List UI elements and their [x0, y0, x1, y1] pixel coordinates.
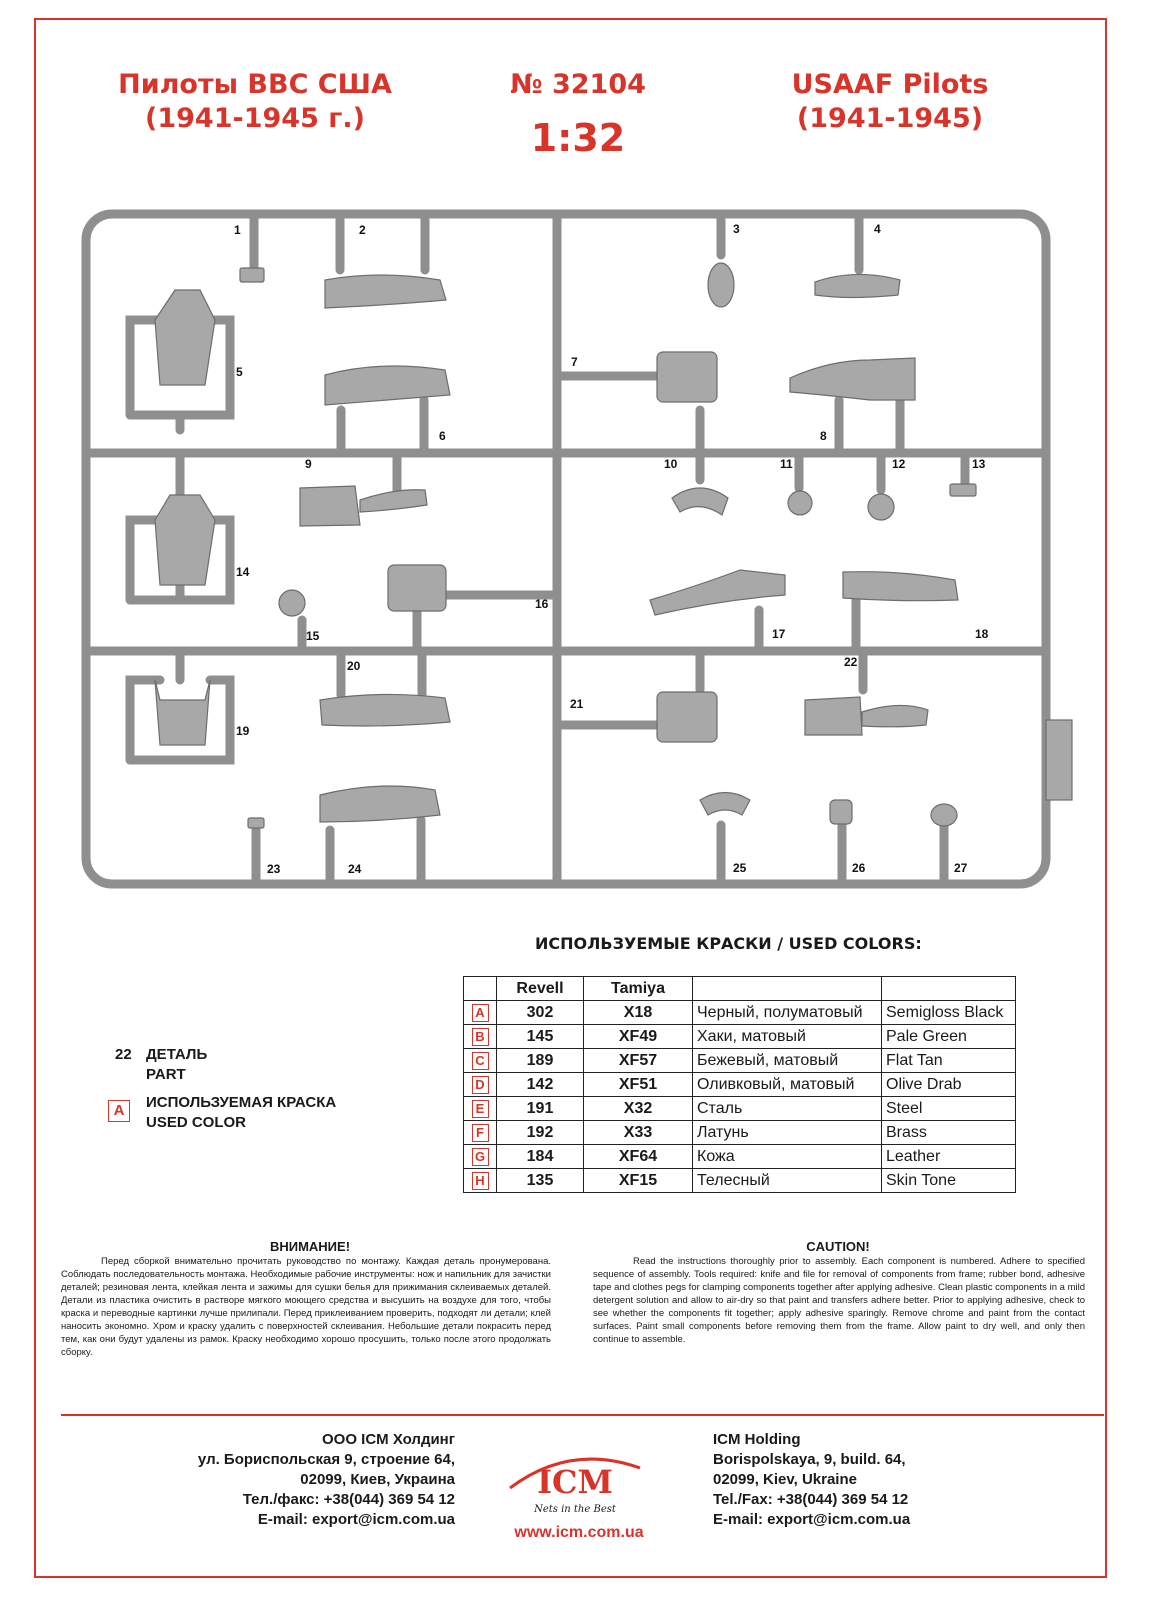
part-1	[240, 268, 264, 282]
part-label-9: 9	[305, 457, 312, 471]
tamiya-code: X33	[584, 1121, 693, 1145]
color-code-badge: G	[472, 1148, 489, 1166]
tamiya-code: XF15	[584, 1169, 693, 1193]
color-row	[464, 1001, 1016, 1025]
part-label-15: 15	[306, 629, 320, 643]
part-16	[388, 565, 446, 611]
revell-number: 191	[497, 1097, 584, 1121]
color-name-ru: Хаки, матовый	[693, 1025, 882, 1049]
tamiya-code: XF49	[584, 1025, 693, 1049]
warning-en-title: CAUTION!	[806, 1239, 870, 1254]
address-ru-line: E-mail: export@icm.com.ua	[257, 1511, 455, 1528]
part-23	[248, 818, 264, 828]
color-row	[464, 1025, 1016, 1049]
en-name-header	[882, 977, 1016, 1001]
part-label-27: 27	[954, 861, 968, 875]
sprue-parts	[155, 263, 1072, 828]
logo-text: ICM	[537, 1463, 613, 1501]
legend-part-number: 22	[115, 1046, 132, 1063]
footer-divider	[61, 1414, 1104, 1416]
warning-ru-text: Перед сборкой внимательно прочитать руководство по монтажу. Каждая деталь пронумерована. Соблюдать последовательность монтажа. Необходимые рабочие инструменты: нож и напильник для зачистки деталей; резиновая лента, клейкая лента и зажимы для сушки белья для прижимания склеиваемых деталей. Детали из пластика очистить в растворе мягкого моющего средства и высушить на воздухе для того, чтобы краска и переводные картинки лучше прилипали. Перед приклеиванием проверить, подходят ли детали; клей наносить экономно. Хром и краску удалить с поверхностей склеивания. Небольшие детали покрасить перед тем, как они будут удалены из рамок. Краску необходимо хорошо просушить, только после этого продолжать сборку.	[61, 1256, 551, 1358]
part-22	[805, 697, 928, 735]
color-name-ru: Сталь	[693, 1097, 882, 1121]
color-table	[463, 976, 1016, 1193]
legend-color-text	[146, 1093, 336, 1133]
part-label-5: 5	[236, 365, 243, 379]
part-6	[325, 366, 450, 405]
color-name-en: Semigloss Black	[882, 1001, 1016, 1025]
title-en-line1: USAAF Pilots	[791, 69, 989, 100]
website-link[interactable]: www.icm.com.ua	[514, 1524, 644, 1541]
revell-number: 145	[497, 1025, 584, 1049]
part-label-11: 11	[780, 457, 793, 471]
icm-logo	[500, 1448, 650, 1518]
part-label-13: 13	[972, 457, 986, 471]
part-label-20: 20	[347, 659, 361, 673]
color-name-ru: Кожа	[693, 1145, 882, 1169]
tamiya-code: XF64	[584, 1145, 693, 1169]
color-code-badge: E	[472, 1100, 489, 1118]
kit-scale: 1:32	[530, 116, 626, 160]
part-label-4: 4	[874, 222, 881, 236]
ru-name-header	[693, 977, 882, 1001]
title-en-line2: (1941-1945)	[796, 103, 984, 134]
part-20	[320, 694, 450, 726]
color-table-header	[464, 977, 1016, 1001]
color-name-en: Olive Drab	[882, 1073, 1016, 1097]
color-code-badge: H	[472, 1172, 489, 1190]
legend-part-text	[146, 1045, 207, 1085]
address-en-line: 02099, Kiev, Ukraine	[713, 1471, 857, 1488]
color-name-en: Steel	[882, 1097, 1016, 1121]
part-26	[830, 800, 852, 824]
part-25	[700, 793, 750, 816]
kit-number: № 32104	[510, 69, 646, 100]
color-name-en: Brass	[882, 1121, 1016, 1145]
color-name-ru: Оливковый, матовый	[693, 1073, 882, 1097]
color-name-ru: Бежевый, матовый	[693, 1049, 882, 1073]
sprue-frame	[86, 214, 1046, 884]
part-15	[279, 590, 305, 616]
revell-number: 189	[497, 1049, 584, 1073]
part-label-14: 14	[236, 565, 250, 579]
color-code-badge: D	[472, 1076, 489, 1094]
part-3	[708, 263, 734, 307]
color-name-en: Skin Tone	[882, 1169, 1016, 1193]
revell-number: 135	[497, 1169, 584, 1193]
tamiya-header: Tamiya	[584, 977, 693, 1001]
part-4	[815, 274, 900, 297]
color-code-badge: A	[472, 1004, 489, 1022]
color-name-ru: Черный, полуматовый	[693, 1001, 882, 1025]
part-17	[650, 570, 785, 615]
part-label-10: 10	[664, 457, 678, 471]
part-21	[657, 692, 717, 742]
sprue-tab	[1046, 720, 1072, 800]
part-14	[155, 495, 215, 585]
address-en-line: E-mail: export@icm.com.ua	[713, 1511, 911, 1528]
tamiya-code: X32	[584, 1097, 693, 1121]
part-label-24: 24	[348, 862, 362, 876]
legend-color-code-badge: A	[108, 1100, 130, 1122]
title-ru-line2: (1941-1945 г.)	[145, 103, 365, 134]
address-en-line: ICM Holding	[713, 1431, 801, 1448]
color-row	[464, 1145, 1016, 1169]
part-8	[790, 358, 915, 400]
legend-part-ru: ДЕТАЛЬ	[146, 1046, 208, 1063]
color-code-badge: C	[472, 1052, 489, 1070]
part-label-1: 1	[234, 223, 241, 237]
color-code-badge: F	[472, 1124, 489, 1142]
color-row	[464, 1097, 1016, 1121]
part-18	[843, 572, 958, 601]
part-19	[155, 680, 210, 745]
part-2	[325, 275, 446, 308]
part-9	[300, 486, 427, 526]
part-label-12: 12	[892, 457, 906, 471]
warning-ru-title: ВНИМАНИЕ!	[269, 1239, 351, 1254]
revell-header: Revell	[497, 977, 584, 1001]
legend-color-en: USED COLOR	[146, 1114, 247, 1131]
address-en-line: Tel./Fax: +38(044) 369 54 12	[713, 1491, 909, 1508]
address-english	[713, 1430, 993, 1530]
part-10	[672, 488, 728, 515]
address-ru-line: Тел./факс: +38(044) 369 54 12	[242, 1491, 455, 1508]
part-label-16: 16	[535, 597, 549, 611]
color-name-ru: Телесный	[693, 1169, 882, 1193]
title-ru-line1: Пилоты ВВС США	[118, 69, 392, 100]
used-colors-title: ИСПОЛЬЗУЕМЫЕ КРАСКИ / USED COLORS:	[535, 934, 922, 953]
warning-en-text: Read the instructions thoroughly prior to assembly. Each component is numbered. Adhere to specified sequence of assembly. Tools required: knife and file for removal of components from frame; rubber bond, adhesive tape and clothes pegs for clamping components together after applying adhesive. Clean plastic components in a mild detergent solution and allow to air-dry so that paint and transfers adhere better. Prior to applying adhesive, check to see whether the components fit together; apply adhesive sparingly. Remove chrome and paint from the contact surfaces. Paint small components before removing them from the frame. Allow paint to dry well, and only then continue to assemble.	[593, 1256, 1085, 1345]
part-24	[320, 786, 440, 822]
tamiya-code: X18	[584, 1001, 693, 1025]
part-label-21: 21	[570, 697, 584, 711]
color-row	[464, 1121, 1016, 1145]
color-code-badge: B	[472, 1028, 489, 1046]
part-label-2: 2	[359, 223, 366, 237]
code-header	[464, 977, 497, 1001]
revell-number: 302	[497, 1001, 584, 1025]
tamiya-code: XF57	[584, 1049, 693, 1073]
color-name-en: Pale Green	[882, 1025, 1016, 1049]
part-label-7: 7	[571, 355, 578, 369]
legend-part-en: PART	[146, 1066, 186, 1083]
part-label-22: 22	[844, 655, 858, 669]
part-number-labels	[234, 222, 989, 876]
part-12	[868, 494, 894, 520]
part-27	[931, 804, 957, 826]
color-row	[464, 1169, 1016, 1193]
part-label-25: 25	[733, 861, 747, 875]
color-name-en: Flat Tan	[882, 1049, 1016, 1073]
part-label-19: 19	[236, 724, 250, 738]
color-row	[464, 1073, 1016, 1097]
part-label-17: 17	[772, 627, 786, 641]
color-row	[464, 1049, 1016, 1073]
address-ru-line: 02099, Киев, Украина	[300, 1471, 455, 1488]
color-name-en: Leather	[882, 1145, 1016, 1169]
address-ru-line: ул. Бориспольская 9, строение 64,	[197, 1451, 455, 1468]
part-5	[155, 290, 215, 385]
part-label-6: 6	[439, 429, 446, 443]
part-label-23: 23	[267, 862, 281, 876]
address-ru-line: ООО ICM Холдинг	[321, 1431, 455, 1448]
part-label-3: 3	[733, 222, 740, 236]
address-en-line: Borispolskaya, 9, build. 64,	[713, 1451, 906, 1468]
part-label-26: 26	[852, 861, 866, 875]
address-russian	[170, 1430, 455, 1530]
revell-number: 184	[497, 1145, 584, 1169]
part-7	[657, 352, 717, 402]
part-11	[788, 491, 812, 515]
color-name-ru: Латунь	[693, 1121, 882, 1145]
part-13	[950, 484, 976, 496]
logo-slogan: Nets in the Best	[534, 1504, 616, 1515]
tamiya-code: XF51	[584, 1073, 693, 1097]
legend-color-ru: ИСПОЛЬЗУЕМАЯ КРАСКА	[146, 1094, 337, 1111]
part-label-18: 18	[975, 627, 989, 641]
revell-number: 142	[497, 1073, 584, 1097]
part-label-8: 8	[820, 429, 827, 443]
revell-number: 192	[497, 1121, 584, 1145]
